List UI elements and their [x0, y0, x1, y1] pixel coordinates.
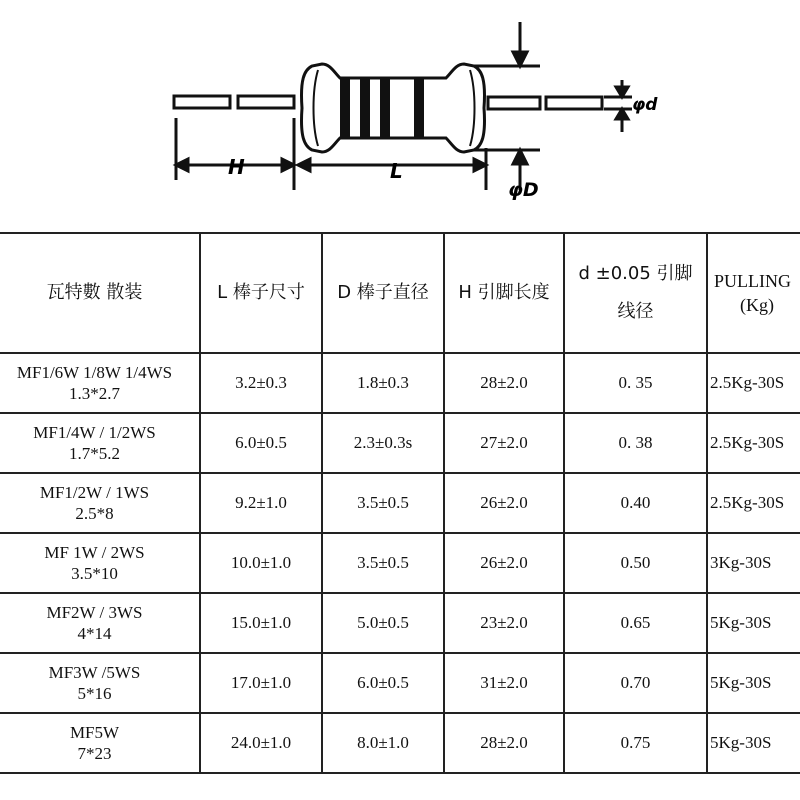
cell-pulling: 5Kg-30S [707, 593, 800, 653]
header-pulling [707, 233, 800, 353]
header-length [200, 233, 322, 353]
cell-lead-length: 26±2.0 [444, 533, 564, 593]
cell-model [0, 353, 200, 413]
model-name: MF1/2W / 1WS [39, 482, 150, 502]
table-row [0, 653, 800, 713]
header-wattage-text: 瓦特數 散装 [46, 281, 143, 303]
model-size: 4*14 [77, 624, 112, 643]
header-lead-diameter [564, 233, 707, 353]
cell-lead-length: 23±2.0 [444, 593, 564, 653]
cell-lead-diameter: 0. 38 [564, 413, 707, 473]
cell-model [0, 653, 200, 713]
cell-length: 10.0±1.0 [200, 533, 322, 593]
cell-diameter: 1.8±0.3 [322, 353, 444, 413]
cell-pulling: 3Kg-30S [707, 533, 800, 593]
color-band [414, 78, 424, 138]
header-lead-length [444, 233, 564, 353]
label-small-d: φd [632, 95, 658, 115]
h-dimension [176, 118, 294, 190]
header-lead-length-text: H 引脚长度 [458, 281, 550, 303]
table-row [0, 413, 800, 473]
cell-lead-diameter: 0.50 [564, 533, 707, 593]
spec-table [0, 232, 800, 774]
model-size: 5*16 [77, 684, 112, 703]
model-name: MF1/6W 1/8W 1/4WS [16, 362, 173, 382]
cell-lead-length: 28±2.0 [444, 353, 564, 413]
cell-model [0, 713, 200, 773]
table-header-row [0, 233, 800, 353]
header-lead-diameter-line2: 线径 [617, 301, 654, 322]
model-name: MF5W [69, 722, 120, 742]
model-name: MF2W / 3WS [46, 602, 143, 622]
color-band [340, 78, 350, 138]
model-name: MF3W /5WS [48, 662, 141, 682]
cell-diameter: 3.5±0.5 [322, 533, 444, 593]
model-size: 1.7*5.2 [69, 444, 120, 463]
cell-pulling: 2.5Kg-30S [707, 353, 800, 413]
color-band [380, 78, 390, 138]
cell-length: 9.2±1.0 [200, 473, 322, 533]
header-pulling-line2: (Kg) [740, 295, 774, 315]
header-diameter-text: D 棒子直径 [337, 281, 429, 303]
cell-diameter: 6.0±0.5 [322, 653, 444, 713]
cell-model [0, 533, 200, 593]
cell-length: 3.2±0.3 [200, 353, 322, 413]
cell-length: 15.0±1.0 [200, 593, 322, 653]
model-name: MF1/4W / 1/2WS [33, 422, 156, 442]
resistor-body [301, 64, 484, 152]
cell-length: 24.0±1.0 [200, 713, 322, 773]
lead-diameter-dimension [604, 80, 632, 132]
cell-diameter: 2.3±0.3s [322, 413, 444, 473]
cell-lead-length: 28±2.0 [444, 713, 564, 773]
cell-lead-diameter: 0.40 [564, 473, 707, 533]
header-length-text: L 棒子尺寸 [217, 281, 305, 303]
label-l: L [390, 159, 403, 183]
cell-length: 17.0±1.0 [200, 653, 322, 713]
cell-model [0, 413, 200, 473]
cell-diameter: 8.0±1.0 [322, 713, 444, 773]
cell-model [0, 473, 200, 533]
table-row [0, 533, 800, 593]
table-row [0, 593, 800, 653]
cell-lead-length: 31±2.0 [444, 653, 564, 713]
cell-lead-diameter: 0.75 [564, 713, 707, 773]
color-band [360, 78, 370, 138]
cell-model [0, 593, 200, 653]
cell-length: 6.0±0.5 [200, 413, 322, 473]
model-size: 7*23 [77, 744, 112, 763]
model-name: MF 1W / 2WS [44, 542, 145, 562]
table-row [0, 713, 800, 773]
header-diameter [322, 233, 444, 353]
cell-lead-diameter: 0.70 [564, 653, 707, 713]
header-pulling-line1: PULLING [714, 270, 791, 291]
right-lead [488, 97, 602, 109]
model-size: 3.5*10 [71, 564, 118, 583]
cell-lead-diameter: 0.65 [564, 593, 707, 653]
label-h: H [228, 155, 245, 179]
cell-pulling: 5Kg-30S [707, 653, 800, 713]
table-row [0, 353, 800, 413]
resistor-dimension-diagram [0, 0, 800, 225]
cell-pulling: 2.5Kg-30S [707, 473, 800, 533]
cell-pulling: 2.5Kg-30S [707, 413, 800, 473]
table-row [0, 473, 800, 533]
label-big-d: φD [508, 179, 539, 201]
model-size: 1.3*2.7 [69, 384, 120, 403]
cell-diameter: 5.0±0.5 [322, 593, 444, 653]
cell-lead-diameter: 0. 35 [564, 353, 707, 413]
cell-diameter: 3.5±0.5 [322, 473, 444, 533]
cell-lead-length: 26±2.0 [444, 473, 564, 533]
header-lead-diameter-line1: d ±0.05 引脚 [578, 262, 693, 284]
cell-pulling: 5Kg-30S [707, 713, 800, 773]
cell-lead-length: 27±2.0 [444, 413, 564, 473]
header-wattage [0, 233, 200, 353]
model-size: 2.5*8 [75, 504, 114, 523]
left-lead [174, 96, 294, 108]
